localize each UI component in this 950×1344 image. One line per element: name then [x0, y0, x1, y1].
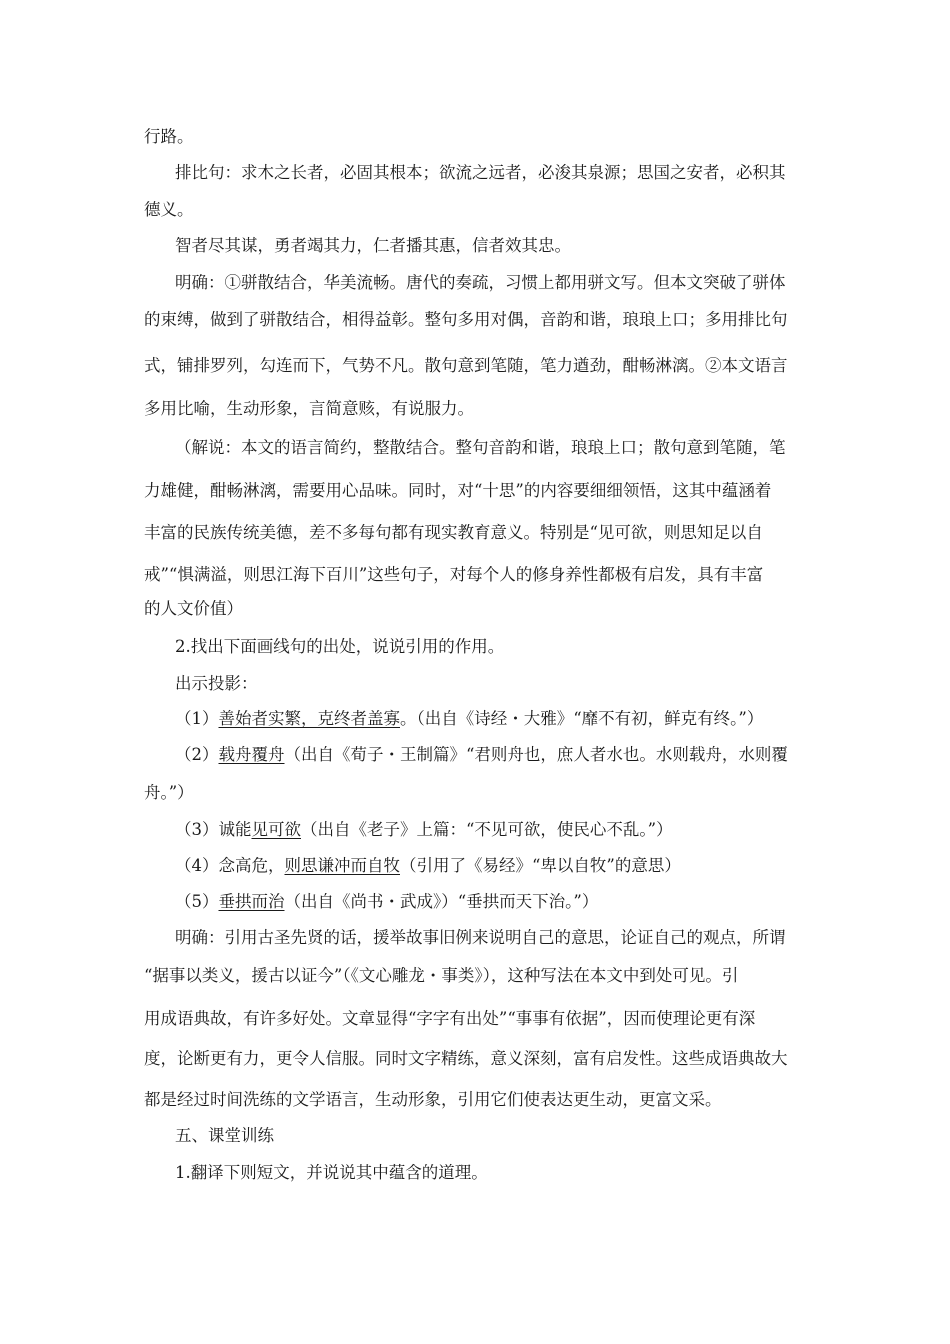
paragraph-line: “据事以类义，援古以证今”（《文心雕龙・事类》），这种写法在本文中到处可见。引 — [144, 966, 739, 985]
paragraph-line: 式，铺排罗列，勾连而下，气势不凡。散句意到笔随，笔力遒劲，酣畅淋漓。②本文语言 — [144, 356, 788, 375]
paragraph-line: 用成语典故，有许多好处。文章显得“字字有出处”“事事有依据”，因而使理论更有深 — [144, 1009, 756, 1028]
paragraph-line: 智者尽其谋，勇者竭其力，仁者播其惠，信者效其忠。 — [175, 236, 571, 255]
underlined-quote: 善始者实繁，克终者盖寡 — [218, 709, 400, 728]
paragraph-line: 2.找出下面画线句的出处，说说引用的作用。 — [175, 637, 505, 656]
paragraph-line: 度，论断更有力，更令人信服。同时文字精练，意义深刻，富有启发性。这些成语典故大 — [144, 1049, 788, 1068]
paragraph-line: 都是经过时间洗练的文学语言，生动形象，引用它们使表达更生动，更富文采。 — [144, 1090, 722, 1109]
paragraph-line: 舟。”） — [144, 783, 194, 802]
paragraph-line: 1.翻译下则短文，并说说其中蕴含的道理。 — [175, 1163, 488, 1182]
paragraph-line: 排比句：求木之长者，必固其根本；欲流之远者，必浚其泉源；思国之安者，必积其 — [175, 163, 786, 182]
paragraph-line: （解说：本文的语言简约，整散结合。整句音韵和谐，琅琅上口；散句意到笔随，笔 — [175, 438, 786, 457]
underlined-quote: 载舟覆舟 — [218, 745, 285, 764]
section-heading: 五、课堂训练 — [175, 1126, 274, 1145]
quote-item-5: （5）垂拱而治（出自《尚书・武成》）“垂拱而天下治。”） — [175, 892, 599, 911]
underlined-quote: 垂拱而治 — [218, 892, 285, 911]
quote-item-3: （3）诚能见可欲（出自《老子》上篇：“不见可欲，使民心不乱。”） — [175, 820, 673, 839]
quote-item-2: （2）载舟覆舟（出自《荀子・王制篇》“君则舟也，庶人者水也。水则载舟，水则覆 — [175, 745, 788, 764]
paragraph-line: 行路。 — [144, 127, 194, 146]
paragraph-line: 多用比喻，生动形象，言简意赅，有说服力。 — [144, 399, 474, 418]
paragraph-line: 戒”“惧满溢，则思江海下百川”这些句子，对每个人的修身养性都极有启发，具有丰富 — [144, 565, 764, 584]
paragraph-line: 的人文价值） — [144, 599, 243, 618]
paragraph-line: 出示投影： — [175, 674, 258, 693]
underlined-quote: 则思谦冲而自牧 — [284, 856, 400, 875]
paragraph-line: 德义。 — [144, 200, 194, 219]
paragraph-line: 的束缚，做到了骈散结合，相得益彰。整句多用对偶，音韵和谐，琅琅上口；多用排比句 — [144, 310, 788, 329]
quote-item-1: （1）善始者实繁，克终者盖寡。（出自《诗经・大雅》“靡不有初，鲜克有终。”） — [175, 709, 764, 728]
paragraph-line: 力雄健，酣畅淋漓，需要用心品味。同时，对“十思”的内容要细细领悟，这其中蕴涵着 — [144, 481, 772, 500]
paragraph-line: 丰富的民族传统美德，差不多每句都有现实教育意义。特别是“见可欲，则思知足以自 — [144, 523, 763, 542]
quote-item-4: （4）念高危，则思谦冲而自牧（引用了《易经》“卑以自牧”的意思） — [175, 856, 681, 875]
paragraph-line: 明确：引用古圣先贤的话，援举故事旧例来说明自己的意思，论证自己的观点，所谓 — [175, 928, 786, 947]
underlined-quote: 见可欲 — [251, 820, 301, 839]
paragraph-line: 明确：①骈散结合，华美流畅。唐代的奏疏，习惯上都用骈文写。但本文突破了骈体 — [175, 273, 786, 292]
